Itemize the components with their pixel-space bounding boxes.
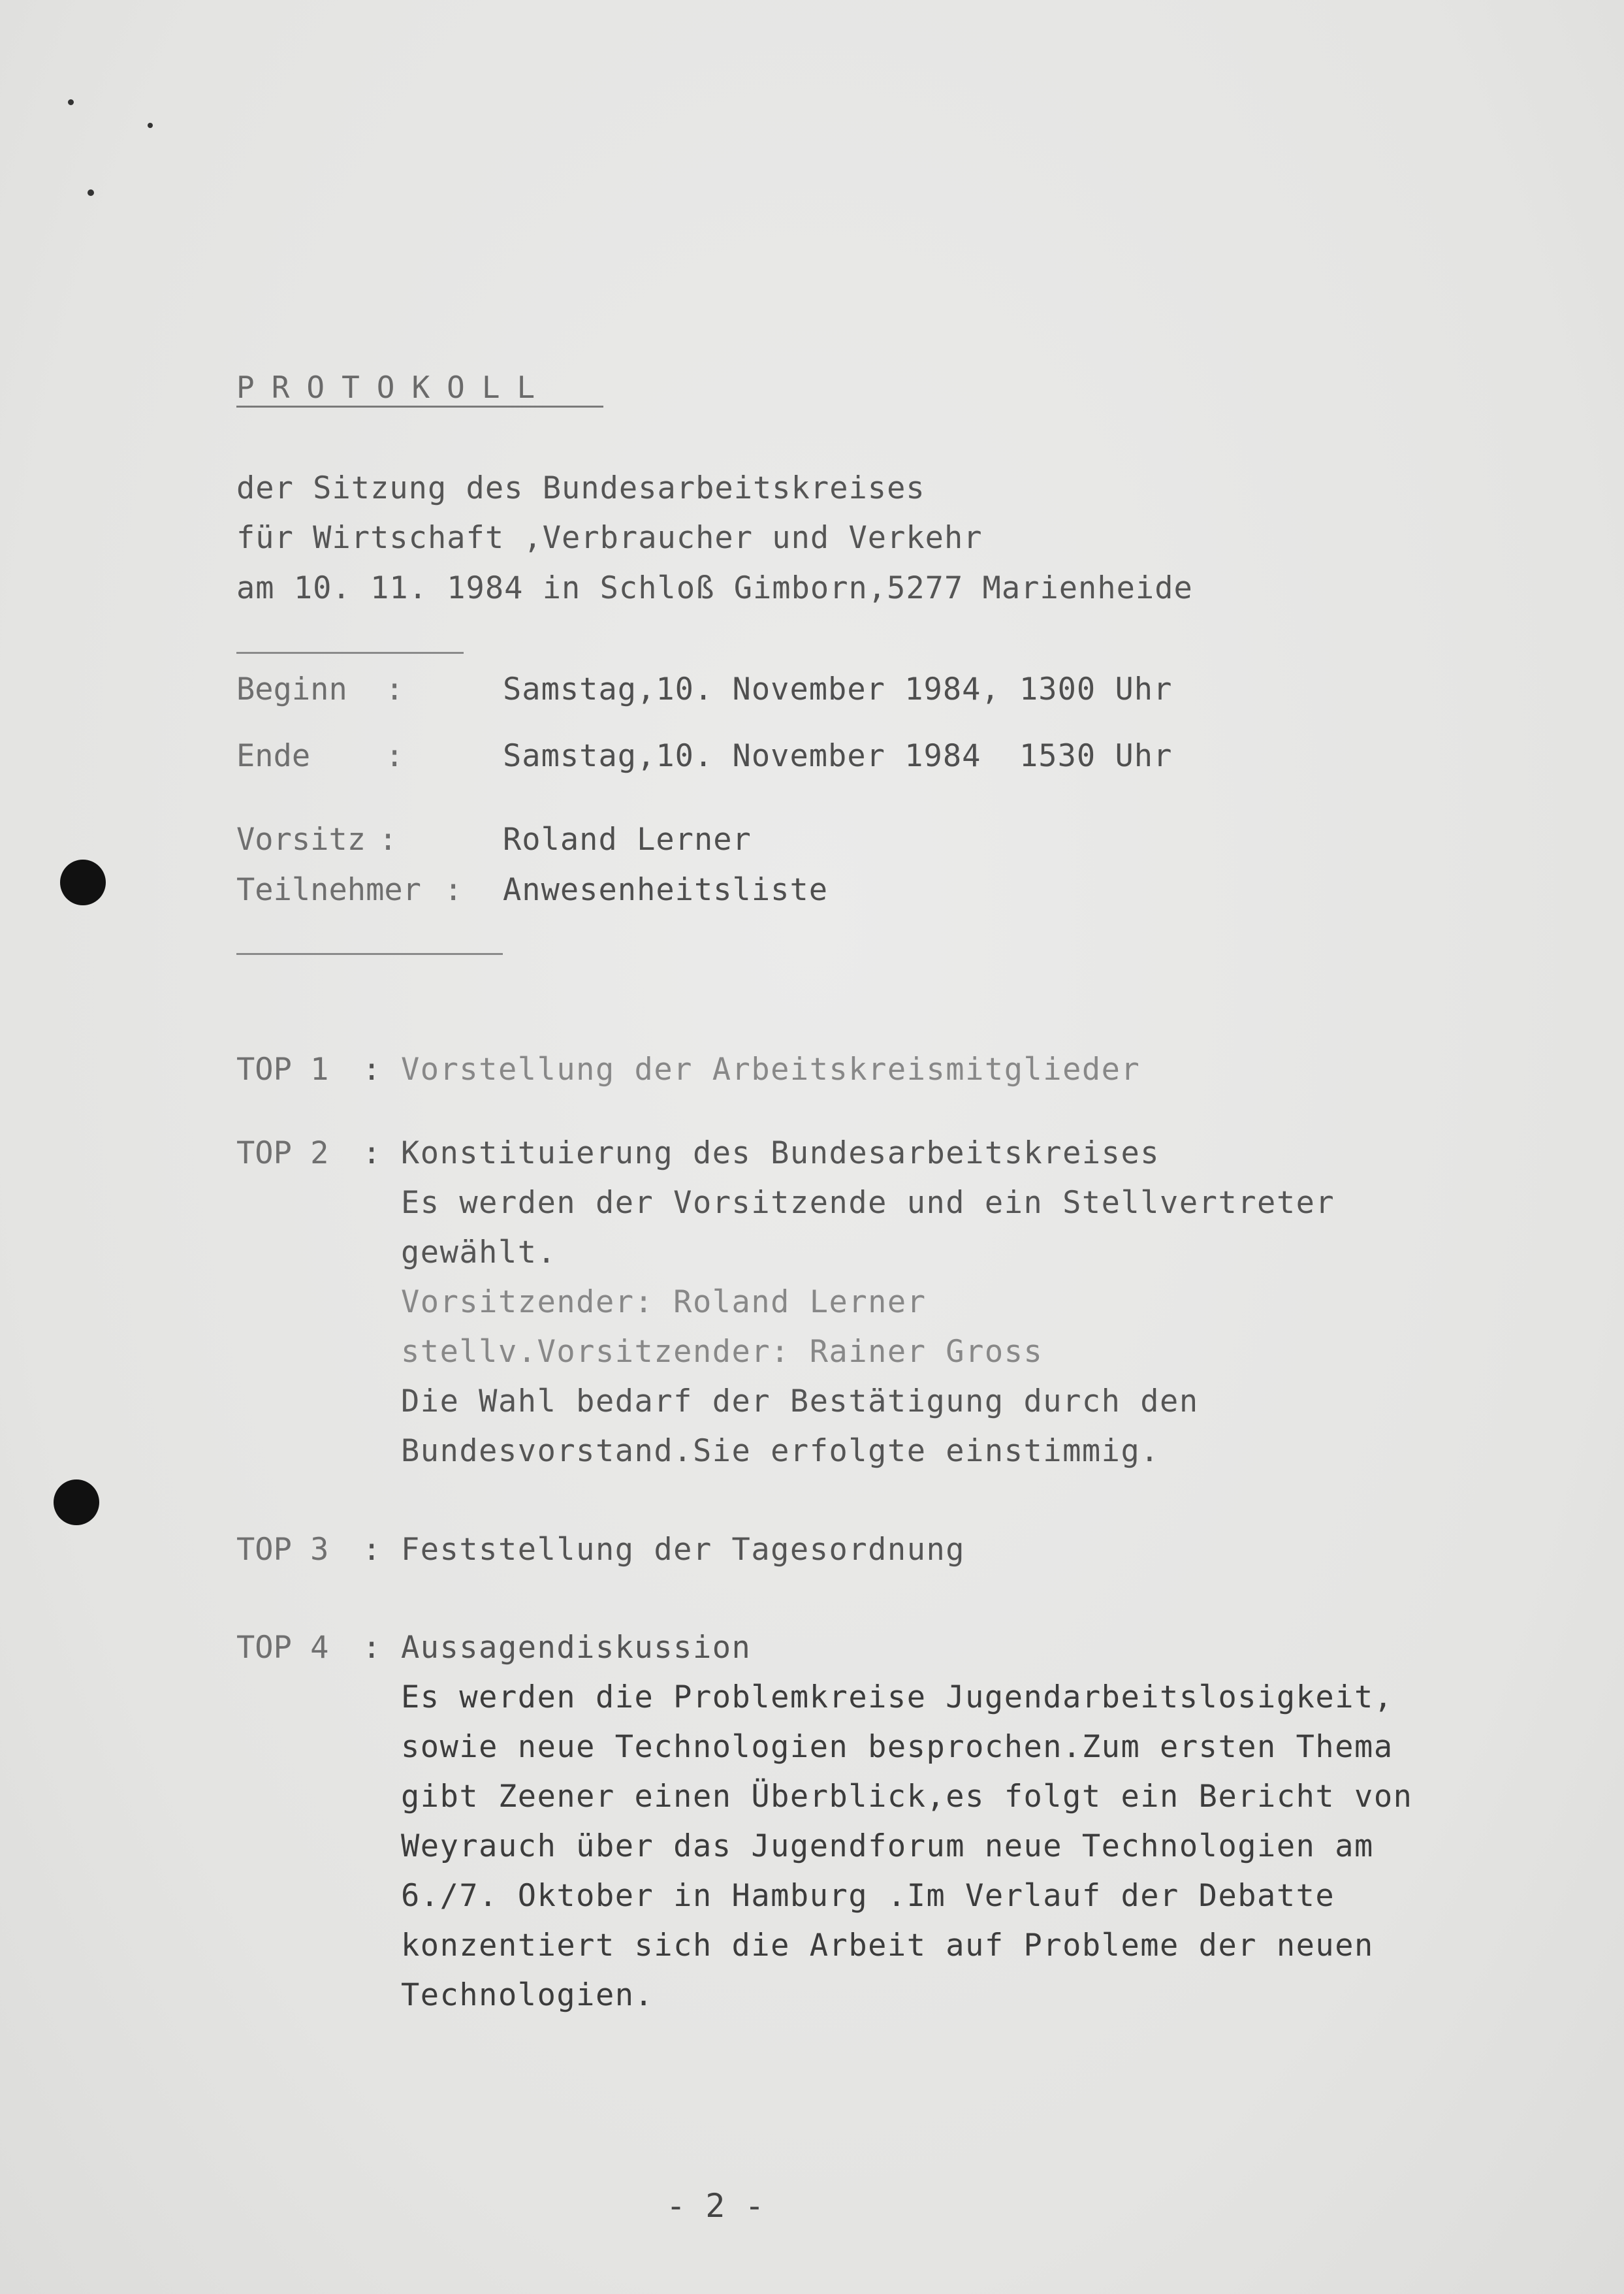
meta-colon: : [444, 872, 463, 908]
punch-hole-top [60, 860, 106, 905]
agenda-line: konzentiert sich die Arbeit auf Probleme der neuen [401, 1928, 1374, 1963]
agenda-line: Weyrauch über das Jugendforum neue Technologien am [401, 1828, 1374, 1864]
meta-label-beginn: Beginn [236, 671, 347, 707]
agenda-line: Vorstellung der Arbeitskreismitglieder [401, 1052, 1141, 1088]
agenda-colon: : [362, 1532, 381, 1568]
agenda-line: Feststellung der Tagesordnung [401, 1532, 966, 1568]
agenda-colon: : [362, 1052, 381, 1088]
agenda-line: gewählt. [401, 1235, 557, 1270]
divider-2 [236, 953, 503, 955]
meta-label-ende: Ende [236, 738, 311, 774]
agenda-line: Es werden der Vorsitzende und ein Stellvertreter [401, 1185, 1335, 1221]
punch-hole-bottom [54, 1479, 99, 1525]
agenda-label-top4: TOP 4 [236, 1630, 329, 1666]
subtitle-line-3: am 10. 11. 1984 in Schloß Gimborn,5277 Marienheide [236, 570, 1193, 606]
divider-1 [236, 652, 464, 654]
meta-value-vorsitz: Roland Lerner [503, 822, 752, 858]
page-number: - 2 - [666, 2187, 765, 2225]
agenda-label-top2: TOP 2 [236, 1135, 329, 1171]
agenda-line: Vorsitzender: Roland Lerner [401, 1284, 927, 1320]
meta-value-beginn: Samstag,10. November 1984, 1300 Uhr [503, 671, 1173, 707]
agenda-line: gibt Zeener einen Überblick,es folgt ein Bericht von [401, 1779, 1413, 1815]
meta-label-teilnehmer: Teilnehmer [236, 872, 421, 908]
speck [68, 99, 74, 105]
agenda-line: Aussagendiskussion [401, 1630, 752, 1666]
speck [148, 123, 153, 128]
agenda-line: Bundesvorstand.Sie erfolgte einstimmig. [401, 1433, 1160, 1469]
agenda-line: stellv.Vorsitzender: Rainer Gross [401, 1334, 1043, 1370]
subtitle-line-2: für Wirtschaft ,Verbraucher und Verkehr [236, 520, 983, 556]
meta-colon: : [385, 738, 404, 774]
agenda-line: Es werden die Problemkreise Jugendarbeitslosigkeit, [401, 1679, 1393, 1715]
speck [88, 189, 94, 196]
agenda-line: 6./7. Oktober in Hamburg .Im Verlauf der Debatte [401, 1878, 1335, 1914]
document-title: PROTOKOLL [236, 370, 552, 405]
meta-label-vorsitz: Vorsitz [236, 822, 366, 858]
agenda-line: Die Wahl bedarf der Bestätigung durch den [401, 1383, 1199, 1419]
agenda-line: Technologien. [401, 1977, 654, 2013]
subtitle-line-1: der Sitzung des Bundesarbeitskreises [236, 470, 925, 506]
meta-value-ende: Samstag,10. November 1984 1530 Uhr [503, 738, 1173, 774]
agenda-colon: : [362, 1135, 381, 1171]
meta-value-teilnehmer: Anwesenheitsliste [503, 872, 829, 908]
agenda-line: sowie neue Technologien besprochen.Zum ersten Thema [401, 1729, 1393, 1765]
meta-colon: : [385, 671, 404, 707]
agenda-line: Konstituierung des Bundesarbeitskreises [401, 1135, 1160, 1171]
title-underline [236, 406, 603, 408]
meta-colon: : [379, 822, 398, 858]
agenda-label-top1: TOP 1 [236, 1052, 329, 1088]
agenda-colon: : [362, 1630, 381, 1666]
agenda-label-top3: TOP 3 [236, 1532, 329, 1568]
